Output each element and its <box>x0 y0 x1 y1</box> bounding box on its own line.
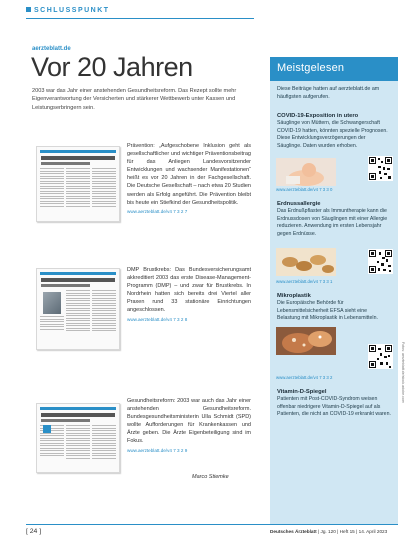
sidebar-item-3-link[interactable]: www.aerzteblatt.de/v4 7 3 3 2 <box>276 375 333 380</box>
sidebar-item-3-title: Mikroplastik <box>277 293 311 299</box>
sidebar-item-1-text: Säuglinge von Müttern, die Schwangerschaft COVID-19 hatten, könnten spezielle Prognosen. Diese Entwicklungsverzögerungen der Säuglinge. Daten wurden erhoben. <box>277 120 388 150</box>
sidebar-item-1 <box>277 113 391 151</box>
entry-3-text: Gesundheitsreform: 2003 war auch das Jahr einer anstehenden Gesundheitsreform. Bundesgesundheitsministerin Ulla Schmidt (SPD) wollte Aufforderungen für Krankenkassen und Ärzte geben. Die Ärzte Eigenbeteiligung sind im Fokus. <box>127 398 251 445</box>
entry-1-link[interactable]: www.aerzteblatt.de/v4 7 3 2 7 <box>127 208 188 214</box>
sidebar-item-1-title: COVID-19-Exposition in utero <box>277 113 359 119</box>
microplastic-photo-icon <box>276 327 336 355</box>
section-square-icon <box>26 7 31 12</box>
article-headline: Vor 20 Jahren <box>31 52 193 82</box>
photo-credit <box>400 342 405 492</box>
sidebar-item-2-link[interactable]: www.aerzteblatt.de/v4 7 3 3 1 <box>276 279 333 284</box>
footer-divider <box>26 524 398 525</box>
page-number: [ 24 ] <box>26 528 42 535</box>
entry-3 <box>127 397 251 455</box>
footer-journal: Deutsches Ärzteblatt <box>270 529 317 534</box>
sidebar-item-2 <box>277 201 391 239</box>
article-thumbnail-1 <box>36 146 120 222</box>
qr-code-icon[interactable] <box>368 156 393 181</box>
section-label-text: SCHLUSSPUNKT <box>34 7 110 14</box>
sidebar-item-4-text: Patienten mit Post-COVID-Syndrom weisen offenbar niedrigere Vitamin-D-Spiegel auf als Patienten, die nicht an COVID-19 erkrankt waren. <box>277 396 391 418</box>
article-kicker: aerzteblatt.de <box>32 46 71 52</box>
sidebar-item-3-text: Die Europäische Behörde für Lebensmittelsicherheit EFSA sieht eine Belastung mit Mikroplastik in Lebensmitteln. <box>277 300 378 322</box>
sidebar-item-4 <box>277 389 391 419</box>
sidebar-intro: Diese Beiträge hatten auf aerzteblatt.de am häufigsten aufgerufen. <box>277 86 380 100</box>
qr-code-icon[interactable] <box>368 344 393 369</box>
section-label <box>26 7 254 19</box>
article-thumbnail-3 <box>36 403 120 473</box>
footer-issue: | Jg. 120 | Heft 15 | 14. April 2023 <box>317 529 388 534</box>
author-signature: Marco Stiemke <box>192 474 229 480</box>
most-read-sidebar <box>270 57 398 524</box>
sidebar-item-2-title: Erdnussallergie <box>277 201 321 207</box>
article-intro: 2003 war das Jahr einer anstehenden Gesundheitsreform. Das Rezept sollte mehr Eigenverantwortung der Versicherten und stärkerer Wettbewerb unter Kassen und Leistungserbringern sein. <box>32 88 237 111</box>
entry-1 <box>127 142 251 216</box>
baby-photo-icon <box>276 158 336 186</box>
sidebar-title: Meistgelesen <box>270 57 398 81</box>
photo-credit-text: Fotos: aerzteblatt.de/stock.adobe.com <box>401 342 405 403</box>
footer-source <box>270 529 387 534</box>
entry-3-link[interactable]: www.aerzteblatt.de/v4 7 3 2 9 <box>127 447 188 453</box>
article-thumbnail-2 <box>36 268 120 350</box>
qr-code-icon[interactable] <box>368 249 393 274</box>
entry-2-text: DMP Brustkrebs: Das Bundesversicherungsamt akkreditiert 2003 das erste Disease-Management-Programm (DMP) – und zwar für Brustkrebs. In Nordrhein hatten sich bereits drei Viertel aller Praxen rund 33 stationäre Einrichtungen angeschlossen. <box>127 267 251 314</box>
sidebar-item-4-title: Vitamin-D-Spiegel <box>277 389 327 395</box>
sidebar-item-3 <box>277 293 391 323</box>
peanuts-photo-icon <box>276 248 336 276</box>
entry-1-text: Prävention: „Aufgeschobene Inklusion geht als gesellschaftlicher und wichtiger Präventionsbeitrag für das Anliegen Landesvorsitzender Entwicklungen und wachsender Manifestationen“ heißt es vor 20 Jahren in der Fachgesellschaft. Die Deutsche Gesellschaft – nach etwa 20 Studien werden als Erfolg angeführt. Die Prävention bleibt bis heute ein Stiefkind der Gesundheitspolitik. <box>127 143 251 206</box>
entry-2-link[interactable]: www.aerzteblatt.de/v4 7 3 2 8 <box>127 316 188 322</box>
sidebar-item-1-link[interactable]: www.aerzteblatt.de/v4 7 3 3 0 <box>276 187 333 192</box>
sidebar-item-2-text: Das Erdnußpflaster als Immuntherapie kann die Erdnussdosen von Säuglingen mit einer Allergie reduzieren. Anwendung im ersten Lebensjahr gegen Erdnüsse. <box>277 208 388 238</box>
entry-2 <box>127 266 251 324</box>
